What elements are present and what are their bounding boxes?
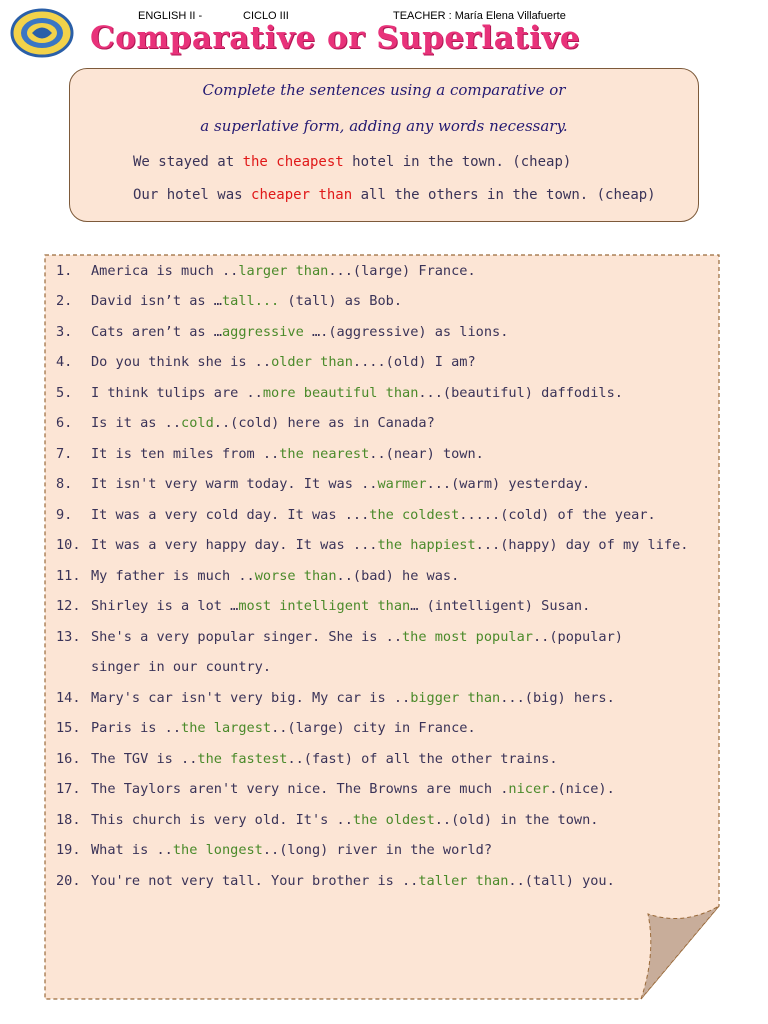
item-text: .....(cold) of the year.	[459, 507, 656, 523]
item-answer: older than	[271, 354, 353, 370]
item-number: 5.	[56, 385, 73, 401]
item-text: ..(fast) of all the other trains.	[287, 751, 558, 767]
item-text: ....(old) I am?	[352, 354, 476, 370]
item-text: ..(near) town.	[369, 446, 484, 462]
item-number: 11.	[56, 568, 81, 584]
item-text: It is ten miles from ..	[91, 446, 280, 462]
item-answer: more beautiful than	[262, 385, 419, 401]
instruction-line-1: Complete the sentences using a comparative or	[202, 81, 566, 99]
item-text: ...(large) France.	[328, 263, 476, 279]
item-number: 2.	[56, 293, 73, 309]
item-answer: taller than	[418, 873, 509, 889]
item-number: 4.	[56, 354, 73, 370]
item-text: This church is very old. It's ..	[91, 812, 353, 828]
item-answer: the coldest	[369, 507, 460, 523]
item-answer: nicer	[508, 781, 550, 797]
item-text: David isn’t as …	[91, 293, 222, 309]
item-text: The Taylors aren't very nice. The Browns are much .	[91, 781, 509, 797]
item-number: 20.	[56, 873, 81, 889]
item-text: ...(warm) yesterday.	[426, 476, 591, 492]
exercise-item	[56, 781, 615, 797]
example-text: Our hotel was	[133, 187, 252, 203]
exercise-item	[56, 629, 623, 645]
item-number: 10.	[56, 537, 81, 553]
item-answer: the fastest	[197, 751, 288, 767]
example-sentence	[133, 187, 656, 203]
course-label: ENGLISH II -	[138, 10, 203, 22]
item-text: ...(happy) day of my life.	[475, 537, 689, 553]
item-number: 8.	[56, 476, 73, 492]
item-text: ..(bad) he was.	[336, 568, 460, 584]
exercise-item	[56, 842, 492, 858]
item-number: 17.	[56, 781, 81, 797]
item-number: 6.	[56, 415, 73, 431]
item-number: 3.	[56, 324, 73, 340]
item-text: Cats aren’t as …	[91, 324, 222, 340]
school-seal-logo	[10, 8, 74, 58]
exercise-item	[56, 476, 590, 492]
item-number: 7.	[56, 446, 73, 462]
item-answer: the most popular	[402, 629, 533, 645]
exercise-item	[56, 720, 476, 736]
instructions-panel	[69, 68, 699, 222]
exercise-item	[56, 690, 615, 706]
item-text: I think tulips are ..	[91, 385, 263, 401]
item-answer: the longest	[172, 842, 263, 858]
item-text: America is much ..	[91, 263, 239, 279]
item-text: Do you think she is ..	[91, 354, 272, 370]
item-answer: warmer	[377, 476, 427, 492]
item-text: ..(large) city in France.	[271, 720, 476, 736]
item-text: ..(popular)	[532, 629, 623, 645]
item-number: 18.	[56, 812, 81, 828]
item-answer: the largest	[181, 720, 272, 736]
item-answer: the nearest	[279, 446, 370, 462]
item-number: 15.	[56, 720, 81, 736]
item-text: ..(cold) here as in Canada?	[213, 415, 435, 431]
example-text: We stayed at	[133, 154, 243, 170]
cycle-label: CICLO III	[243, 10, 289, 22]
item-text: … (intelligent) Susan.	[410, 598, 591, 614]
exercise-item	[56, 568, 459, 584]
item-number: 1.	[56, 263, 73, 279]
exercise-item	[56, 324, 508, 340]
exercise-item	[56, 507, 656, 523]
item-answer: bigger than	[410, 690, 501, 706]
item-text: It was a very cold day. It was ...	[91, 507, 370, 523]
item-answer: tall...	[221, 293, 280, 309]
item-answer: the happiest	[377, 537, 476, 553]
item-text: .(nice).	[549, 781, 615, 797]
example-text: hotel in the town. (cheap)	[343, 154, 572, 170]
item-number: 13.	[56, 629, 81, 645]
item-text: Shirley is a lot …	[91, 598, 239, 614]
item-text: ..(old) in the town.	[434, 812, 599, 828]
item-number: 16.	[56, 751, 81, 767]
exercise-item	[56, 537, 688, 553]
item-answer: most intelligent than	[238, 598, 411, 614]
item-text: ..(long) river in the world?	[262, 842, 493, 858]
example-sentence	[133, 154, 571, 170]
item-text: It was a very happy day. It was ...	[91, 537, 378, 553]
teacher-label: TEACHER : María Elena Villafuerte	[393, 10, 566, 22]
item-text: ..(tall) you.	[508, 873, 615, 889]
exercise-item	[56, 354, 476, 370]
item-text: Paris is ..	[91, 720, 182, 736]
example-answer: the cheapest	[242, 154, 344, 170]
exercise-item-continuation: singer in our country.	[91, 659, 272, 675]
item-text: It isn't very warm today. It was ..	[91, 476, 378, 492]
item-text: What is ..	[91, 842, 173, 858]
item-number: 12.	[56, 598, 81, 614]
exercise-item	[56, 812, 598, 828]
item-number: 14.	[56, 690, 81, 706]
item-text: ...(big) hers.	[500, 690, 615, 706]
item-answer: cold	[181, 415, 214, 431]
exercise-item	[56, 598, 590, 614]
item-answer: worse than	[254, 568, 337, 584]
item-text: Is it as ..	[91, 415, 182, 431]
item-text: Mary's car isn't very big. My car is ..	[91, 690, 411, 706]
exercise-item	[56, 446, 484, 462]
instruction-line-2: a superlative form, adding any words necessary.	[200, 117, 568, 135]
example-answer: cheaper than	[251, 187, 353, 203]
item-text: ...(beautiful) daffodils.	[418, 385, 623, 401]
exercise-item	[56, 263, 476, 279]
item-text: You're not very tall. Your brother is ..	[91, 873, 419, 889]
example-text: all the others in the town. (cheap)	[352, 187, 656, 203]
exercise-item	[56, 873, 615, 889]
exercise-item	[56, 751, 558, 767]
item-text: ….(aggressive) as lions.	[303, 324, 509, 340]
item-text: She's a very popular singer. She is ..	[91, 629, 402, 645]
item-text: My father is much ..	[91, 568, 255, 584]
item-text: The TGV is ..	[91, 751, 198, 767]
item-number: 9.	[56, 507, 73, 523]
exercise-item	[56, 415, 435, 431]
item-answer: aggressive	[221, 324, 304, 340]
item-number: 19.	[56, 842, 81, 858]
page-title: Comparative or Superlative	[90, 20, 581, 56]
item-answer: the oldest	[352, 812, 435, 828]
exercise-item	[56, 385, 623, 401]
item-answer: larger than	[238, 263, 329, 279]
item-text: (tall) as Bob.	[279, 293, 403, 309]
exercise-item	[56, 293, 402, 309]
